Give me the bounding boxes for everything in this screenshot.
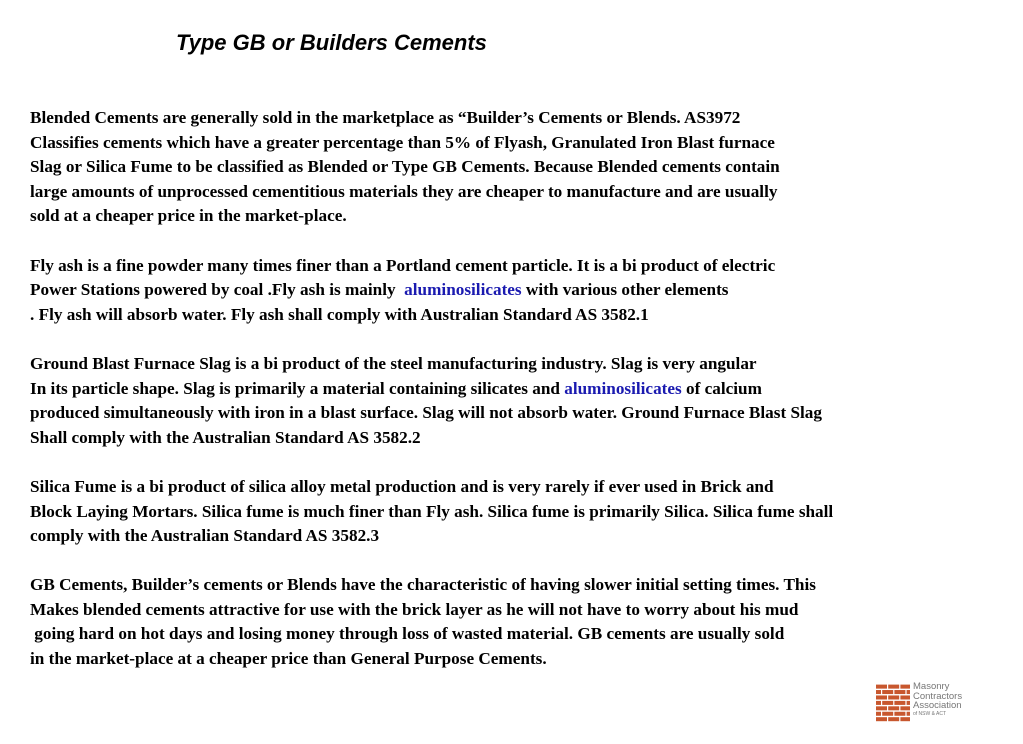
text-segment: Fly ash is a fine powder many times finer than a Portland cement particle. It is a bi product of electric <box>30 255 776 275</box>
text-segment: Blended Cements are generally sold in the marketplace as “Builder’s Cements or Blends. AS3972 <box>30 108 741 127</box>
brick <box>907 701 910 705</box>
text-segment: Slag or Silica Fume to be classified as Blended or Type GB Cements. Because Blended cements contain <box>30 157 780 177</box>
text-line <box>30 303 1015 328</box>
text-line <box>30 622 1015 647</box>
brick <box>876 685 887 689</box>
brick <box>876 690 881 694</box>
paragraph <box>30 475 1015 549</box>
text-segment: sold at a cheaper price in the market-place. <box>30 206 347 226</box>
text-line <box>30 573 1015 598</box>
text-segment: comply with the Australian Standard AS 3582.3 <box>30 526 380 546</box>
aluminosilicates-link[interactable]: aluminosilicates <box>564 378 682 398</box>
brick <box>900 685 910 689</box>
brick <box>888 685 899 689</box>
text-line <box>30 352 1015 377</box>
text-segment: Silica Fume is a bi product of silica alloy metal production and is very rarely if ever used in Brick and <box>30 476 774 496</box>
text-line <box>30 500 1015 525</box>
brick <box>876 717 887 721</box>
text-line <box>30 155 1015 180</box>
brick <box>876 706 887 710</box>
text-segment: GB Cements, Builder’s cements or Blends have the characteristic of having slower initial setting times. This <box>30 575 816 595</box>
paragraph-gap <box>30 450 1015 475</box>
paragraph <box>30 106 1015 229</box>
brick <box>894 690 905 694</box>
text-segment: Power Stations powered by coal .Fly ash is mainly <box>30 280 405 300</box>
brick <box>894 712 905 716</box>
aluminosilicates-link[interactable]: aluminosilicates <box>404 280 522 300</box>
logo-line-1: Masonry <box>913 681 950 692</box>
brick-wall-icon <box>876 684 910 722</box>
body-text <box>30 106 1015 672</box>
text-segment: large amounts of unprocessed cementitious materials they are cheaper to manufacture and are usually <box>30 181 778 201</box>
brick <box>888 695 899 699</box>
brick <box>882 712 893 716</box>
text-segment: produced simultaneously with iron in a blast surface. Slag will not absorb water. Ground Furnace Blast Slag <box>30 403 822 423</box>
text-line <box>30 475 1015 500</box>
text-segment: Shall comply with the Australian Standard AS 3582.2 <box>30 427 421 447</box>
text-segment: Classifies cements which have a greater percentage than 5% of Flyash, Granulated Iron Blast furnace <box>30 132 775 152</box>
brick <box>907 712 910 716</box>
paragraph <box>30 573 1015 671</box>
text-line <box>30 106 1015 131</box>
text-segment: . Fly ash will absorb water. Fly ash shall comply with Australian Standard AS 3582.1 <box>30 304 649 324</box>
text-segment: Ground Blast Furnace Slag is a bi product of the steel manufacturing industry. Slag is very angular <box>30 353 757 373</box>
brick <box>900 695 910 699</box>
brick <box>876 701 881 705</box>
paragraph-gap <box>30 229 1015 254</box>
brick <box>900 706 910 710</box>
brick <box>907 690 910 694</box>
text-line <box>30 426 1015 451</box>
text-line <box>30 204 1015 229</box>
brick <box>900 717 910 721</box>
text-line <box>30 401 1015 426</box>
association-logo <box>876 682 986 724</box>
brick <box>888 717 899 721</box>
brick <box>882 690 893 694</box>
brick <box>876 712 881 716</box>
text-line <box>30 131 1015 156</box>
brick <box>882 701 893 705</box>
text-segment: In its particle shape. Slag is primarily a material containing silicates and <box>30 378 565 398</box>
text-segment: Block Laying Mortars. Silica fume is much finer than Fly ash. Silica fume is primarily Silica. Silica fume shall <box>30 501 834 521</box>
text-segment: of calcium <box>681 378 762 398</box>
text-line <box>30 254 1015 279</box>
brick <box>876 695 887 699</box>
page-title: Type GB or Builders Cements <box>176 30 487 55</box>
paragraph-gap <box>30 549 1015 574</box>
text-line <box>30 180 1015 205</box>
logo-subline: of NSW & ACT <box>913 710 947 717</box>
paragraph-gap <box>30 327 1015 352</box>
logo-line-2: Contractors <box>913 690 963 702</box>
paragraph <box>30 254 1015 328</box>
text-line <box>30 598 1015 623</box>
brick <box>888 706 899 710</box>
logo-text <box>913 682 962 717</box>
text-line <box>30 278 1015 303</box>
brick <box>894 701 905 705</box>
text-line <box>30 377 1015 402</box>
text-line <box>30 647 1015 672</box>
text-line <box>30 524 1015 549</box>
text-segment: in the market-place at a cheaper price than General Purpose Cements. <box>30 649 547 669</box>
paragraph <box>30 352 1015 450</box>
text-segment: with various other elements <box>521 280 729 300</box>
logo-line-3: Association <box>913 700 962 711</box>
text-segment: going hard on hot days and losing money through loss of wasted material. GB cements are usually sold <box>30 624 785 644</box>
text-segment: Makes blended cements attractive for use with the brick layer as he will not have to worry about his mud <box>30 599 799 619</box>
